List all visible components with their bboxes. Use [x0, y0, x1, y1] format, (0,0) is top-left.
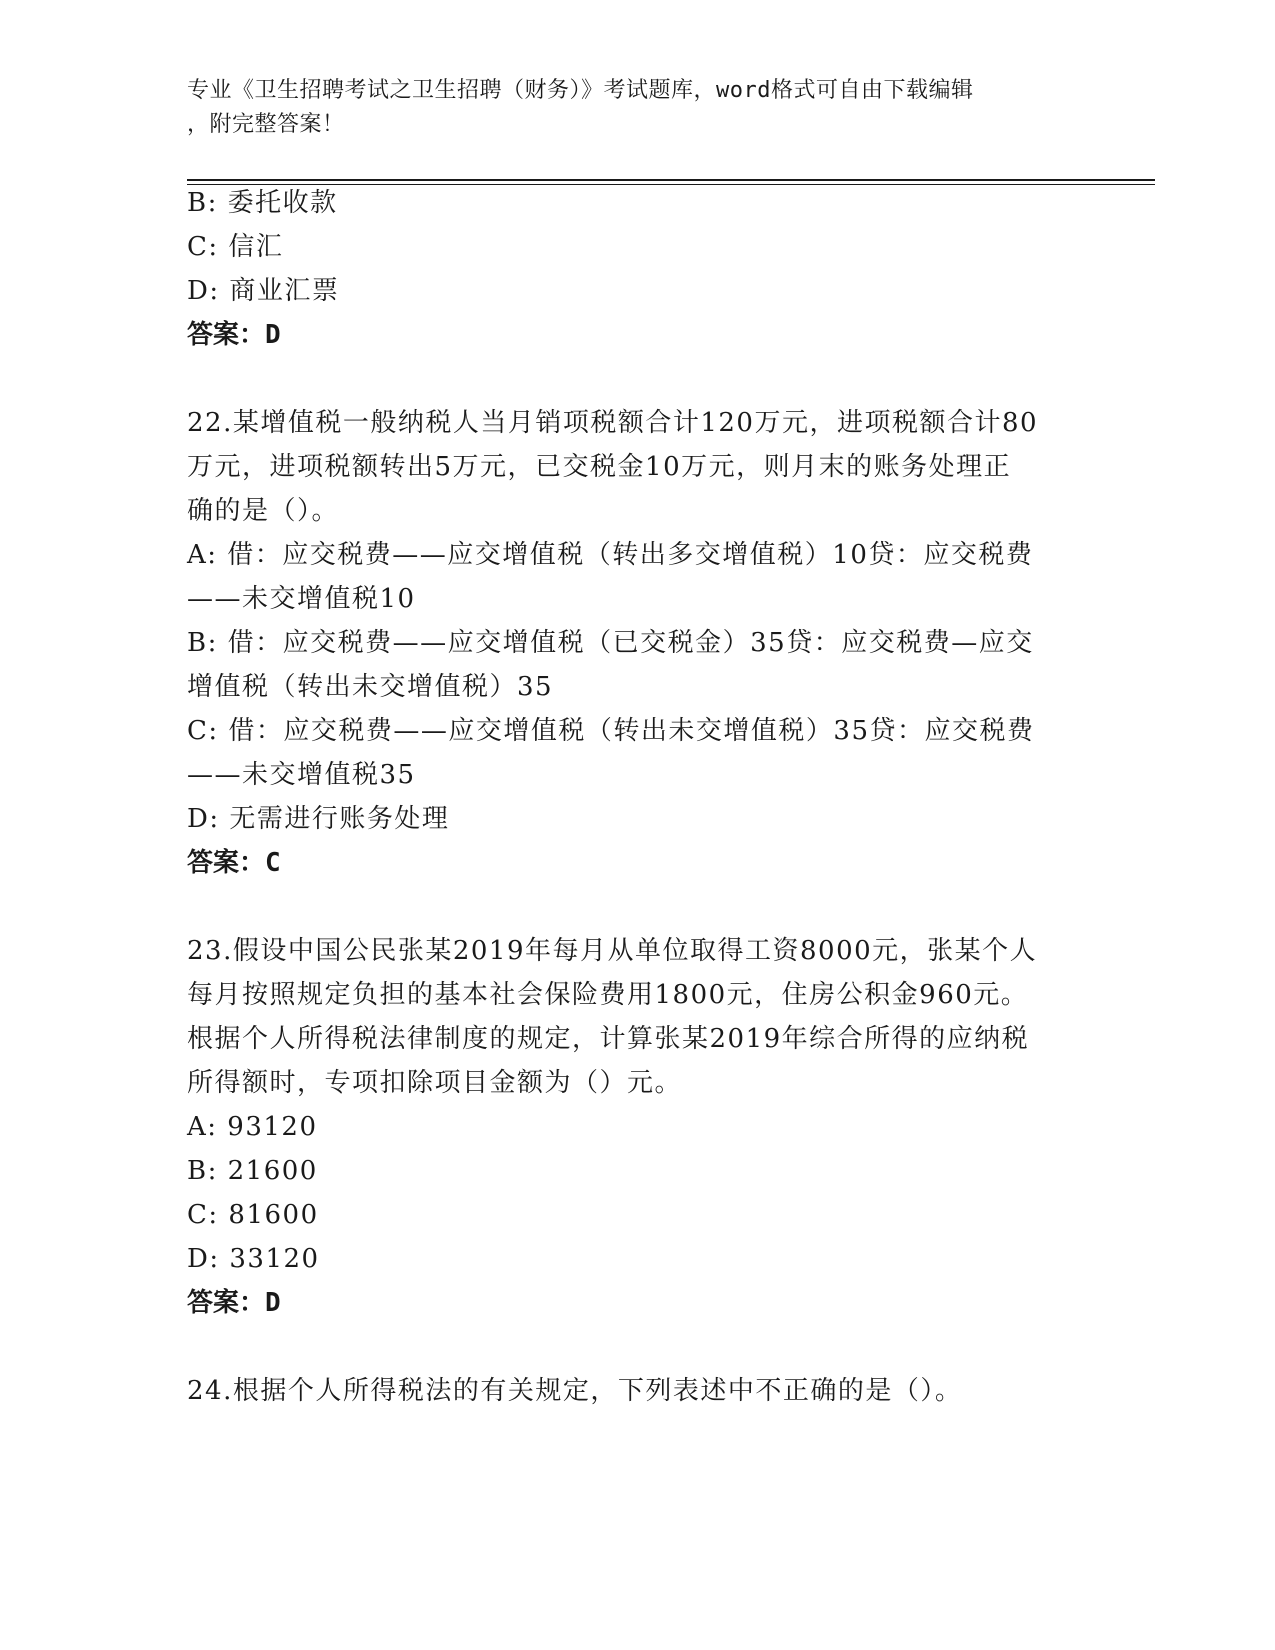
q22-stem-line-3: 确的是（）。 [187, 496, 340, 526]
q22-option-a-line-2: ——未交增值税10 [187, 584, 416, 614]
q23-option-a: A: 93120 [187, 1112, 318, 1142]
q22-option-d: D: 无需进行账务处理 [187, 804, 450, 834]
q23-option-d: D: 33120 [187, 1244, 320, 1274]
q22-option-c-line-2: ——未交增值税35 [187, 760, 416, 790]
q22-option-b-line-2: 增值税（转出未交增值税）35 [187, 672, 554, 702]
q23-stem-line-2: 每月按照规定负担的基本社会保险费用1800元，住房公积金960元。 [187, 980, 1029, 1010]
header-divider-thin [187, 184, 1155, 185]
q23-answer: 答案：D [187, 1288, 281, 1318]
header-line-2: ，附完整答案！ [187, 112, 345, 137]
q23-stem-line-3: 根据个人所得税法律制度的规定，计算张某2019年综合所得的应纳税 [187, 1024, 1030, 1054]
q23-option-c: C: 81600 [187, 1200, 319, 1230]
q23-stem-line-4: 所得额时，专项扣除项目金额为（）元。 [187, 1068, 683, 1098]
q24-stem-line-1: 24.根据个人所得税法的有关规定，下列表述中不正确的是（）。 [187, 1376, 963, 1406]
q21-option-b: B: 委托收款 [187, 188, 338, 218]
q22-stem-line-1: 22.某增值税一般纳税人当月销项税额合计120万元，进项税额合计80 [187, 408, 1039, 438]
header-divider-thick [187, 179, 1155, 181]
document-header [187, 74, 1067, 142]
q22-option-a-line-1: A: 借：应交税费——应交增值税（转出多交增值税）10贷：应交税费 [187, 540, 1034, 570]
q21-option-d: D: 商业汇票 [187, 276, 340, 306]
q21-answer: 答案：D [187, 320, 281, 350]
q22-option-c-line-1: C: 借：应交税费——应交增值税（转出未交增值税）35贷：应交税费 [187, 716, 1035, 746]
q22-answer: 答案：C [187, 848, 281, 878]
q22-option-b-line-1: B: 借：应交税费——应交增值税（已交税金）35贷：应交税费—应交 [187, 628, 1034, 658]
q21-option-c: C: 信汇 [187, 232, 284, 262]
q22-stem-line-2: 万元，进项税额转出5万元，已交税金10万元，则月末的账务处理正 [187, 452, 1012, 482]
header-line-1: 专业《卫生招聘考试之卫生招聘（财务）》考试题库，word格式可自由下载编辑 [187, 78, 974, 103]
q23-option-b: B: 21600 [187, 1156, 318, 1186]
q23-stem-line-1: 23.假设中国公民张某2019年每月从单位取得工资8000元，张某个人 [187, 936, 1038, 966]
